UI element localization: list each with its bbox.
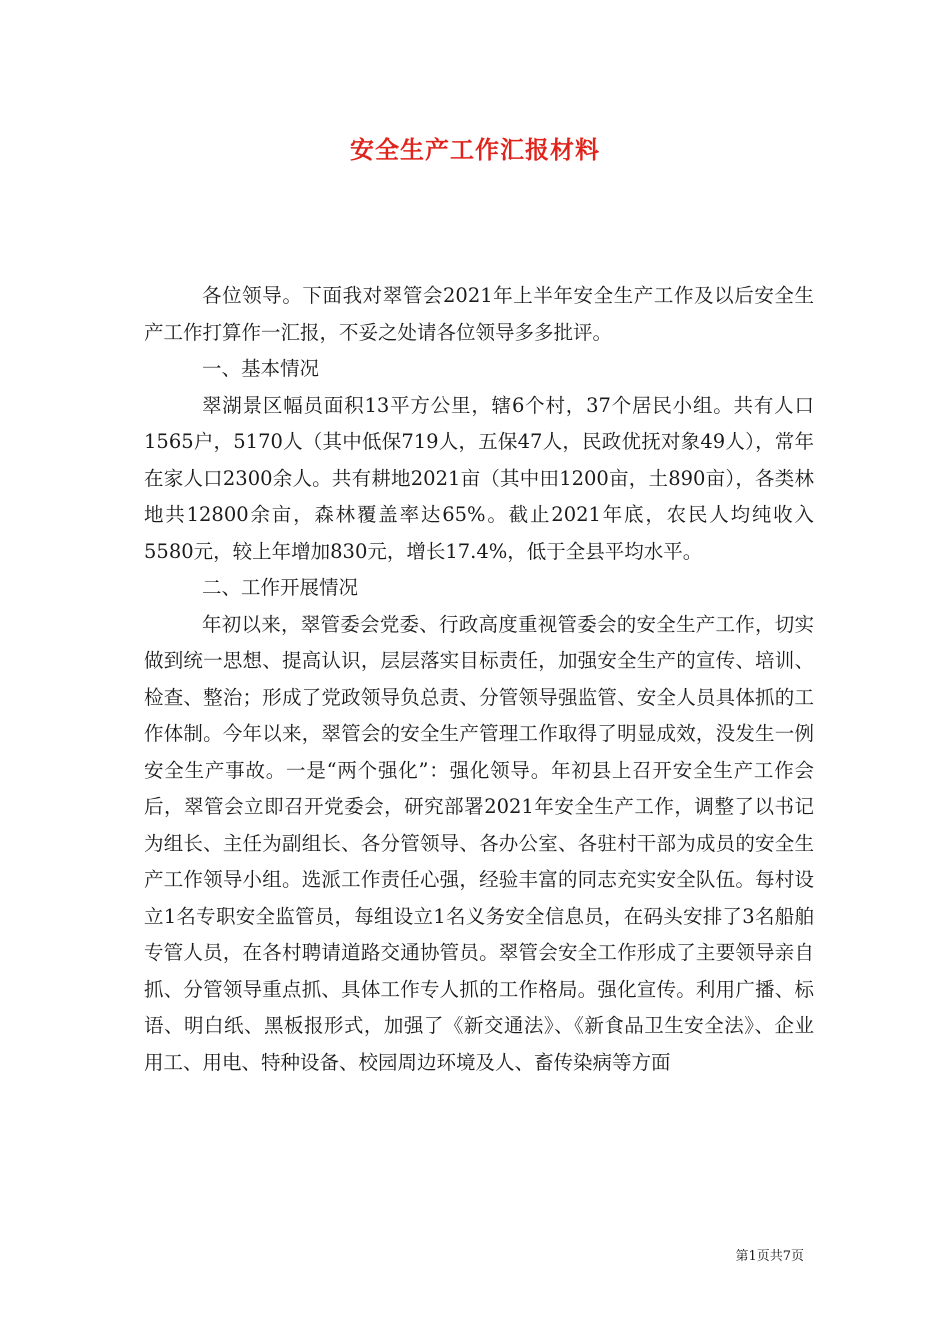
page-number: 第1页共7页 xyxy=(735,1249,804,1264)
intro-paragraph: 各位领导。下面我对翠管会2021年上半年安全生产工作及以后安全生产工作打算作一汇报，不妥之处请各位领导多多批评。 xyxy=(144,284,814,344)
document-title: 安全生产工作汇报材料 xyxy=(350,135,600,164)
section-heading-work: 二、工作开展情况 xyxy=(202,576,359,599)
section-heading-basic: 一、基本情况 xyxy=(202,357,320,380)
work-progress-paragraph: 年初以来，翠管委会党委、行政高度重视管委会的安全生产工作，切实做到统一思想、提高认识，层层落实目标责任，加强安全生产的宣传、培训、检查、整治；形成了党政领导负总责、分管领导强监管、安全人员具体抓的工作体制。今年以来，翠管会的安全生产管理工作取得了明显成效，没发生一例安全生产事故。一是“两个强化”：强化领导。年初县上召开安全生产工作会后，翠管会立即召开党委会，研究部署2021年安全生产工作，调整了以书记为组长、主任为副组长、各分管领导、各办公室、各驻村干部为成员的安全生产工作领导小组。选派工作责任心强，经验丰富的同志充实安全队伍。每村设立1名专职安全监管员，每组设立1名义务安全信息员，在码头安排了3名船舶专管人员，在各村聘请道路交通协管员。翠管会安全工作形成了主要领导亲自抓、分管领导重点抓、具体工作专人抓的工作格局。强化宣传。利用广播、标语、明白纸、黑板报形式，加强了《新交通法》、《新食品卫生安全法》、企业用工、用电、特种设备、校园周边环境及人、畜传染病等方面 xyxy=(144,612,814,1074)
document-body xyxy=(144,278,814,1081)
basic-info-paragraph: 翠湖景区幅员面积13平方公里，辖6个村，37个居民小组。共有人口1565户，5170人（其中低保719人，五保47人，民政优抚对象49人），常年在家人口2300余人。共有耕地2021亩（其中田1200亩，土890亩），各类林地共12800余亩，森林覆盖率达65%。截止2021年底，农民人均纯收入5580元，较上年增加830元，增长17.4%，低于全县平均水平。 xyxy=(144,393,814,563)
